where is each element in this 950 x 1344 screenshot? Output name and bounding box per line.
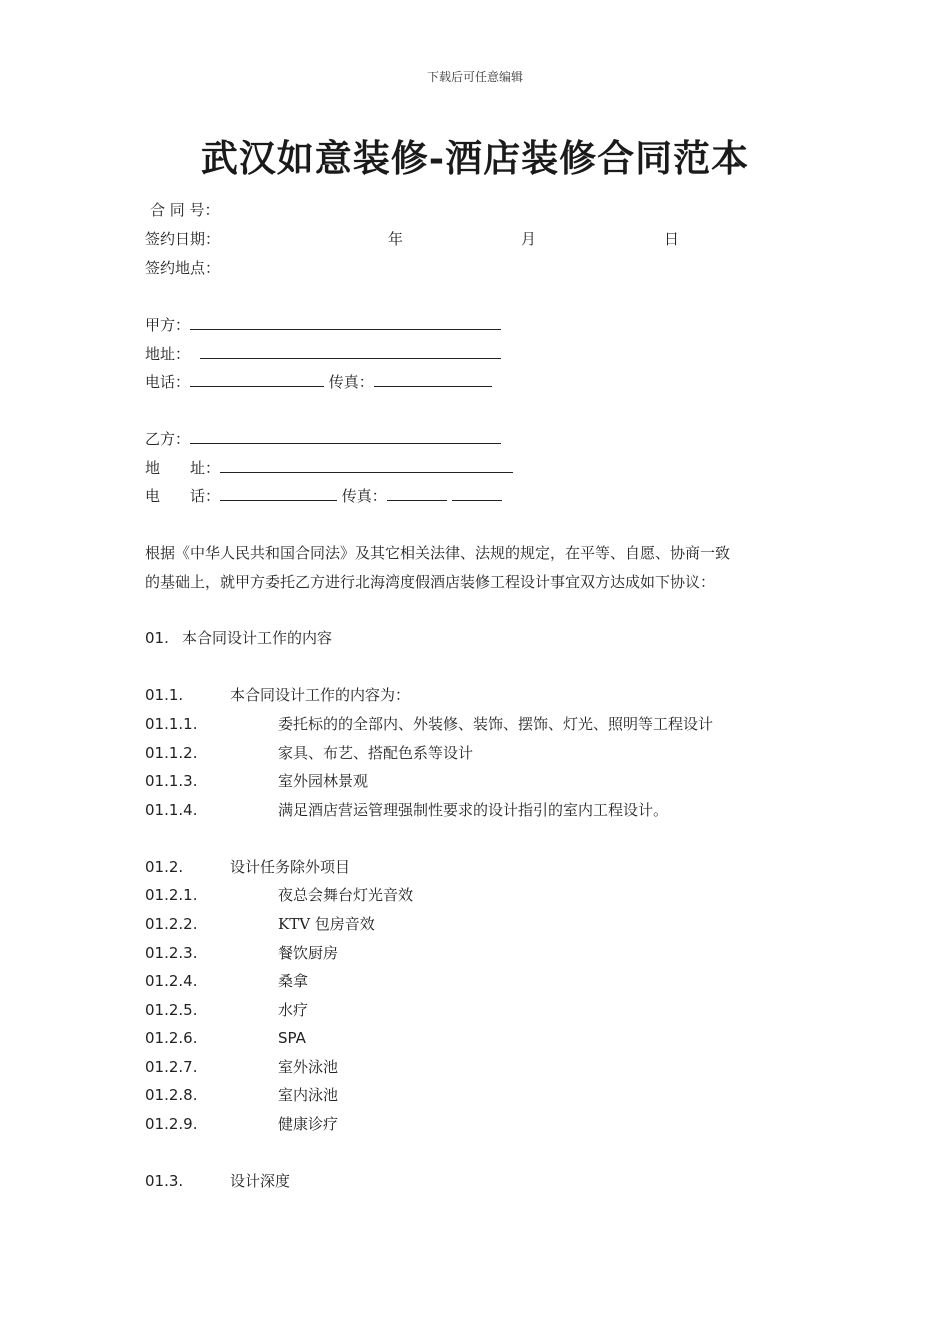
item-number: 01.2.6. xyxy=(145,1029,198,1047)
section-01-title: 本合同设计工作的内容 xyxy=(182,629,333,647)
party-b-address-row xyxy=(145,457,513,478)
item-text: SPA xyxy=(278,1029,306,1047)
item-number: 01.1.3. xyxy=(145,772,198,790)
party-b-fax-field[interactable] xyxy=(387,485,447,501)
item-number: 01.2.1. xyxy=(145,886,198,904)
item-text: 委托标的的全部内、外装修、装饰、摆饰、灯光、照明等工程设计 xyxy=(278,715,714,733)
party-b-address-label: 地 址： xyxy=(145,459,221,477)
item-number: 01.1.4. xyxy=(145,801,198,819)
party-b-address-field[interactable] xyxy=(220,457,513,473)
page-header: 下载后可任意编辑 xyxy=(426,70,523,84)
party-a-name-label: 甲方： xyxy=(145,316,191,334)
party-a-address-row xyxy=(145,343,501,364)
party-a-fax-label: 传真： xyxy=(328,373,374,391)
party-a-name-field[interactable] xyxy=(190,314,501,330)
party-b-name-field[interactable] xyxy=(190,428,501,444)
party-a-phone-field[interactable] xyxy=(190,371,324,387)
item-text: 水疗 xyxy=(278,1001,309,1019)
item-number: 01.2.4. xyxy=(145,972,198,990)
section-01-1-number: 01.1. xyxy=(145,686,184,704)
item-text: 家具、布艺、搭配色系等设计 xyxy=(278,744,474,762)
party-a-address-field[interactable] xyxy=(200,343,501,359)
item-text: 满足酒店营运管理强制性要求的设计指引的室内工程设计。 xyxy=(278,801,669,819)
item-number: 01.1.1. xyxy=(145,715,198,733)
party-b-phone-field[interactable] xyxy=(220,485,337,501)
section-01-3-number: 01.3. xyxy=(145,1172,184,1190)
sign-date-label: 签约日期： xyxy=(145,230,221,248)
item-number: 01.2.7. xyxy=(145,1058,198,1076)
day-label: 日 xyxy=(664,230,680,248)
item-text: 室外园林景观 xyxy=(278,772,369,790)
item-text: 室外泳池 xyxy=(278,1058,339,1076)
item-text: 夜总会舞台灯光音效 xyxy=(278,886,414,904)
intro-line-2: 的基础上，就甲方委托乙方进行北海湾度假酒店装修工程设计事宜双方达成如下协议： xyxy=(145,573,716,591)
section-01-2-title: 设计任务除外项目 xyxy=(230,858,351,876)
party-b-phone-row xyxy=(145,485,502,506)
section-01-2-number: 01.2. xyxy=(145,858,184,876)
page-title: 武汉如意装修-酒店装修合同范本 xyxy=(200,136,750,180)
item-text: 室内泳池 xyxy=(278,1086,339,1104)
item-number: 01.1.2. xyxy=(145,744,198,762)
item-number: 01.2.9. xyxy=(145,1115,198,1133)
section-01-number: 01. xyxy=(145,629,169,647)
section-01-1-title: 本合同设计工作的内容为： xyxy=(230,686,411,704)
section-01-3-title: 设计深度 xyxy=(230,1172,291,1190)
party-b-fax-field-2[interactable] xyxy=(452,485,502,501)
party-a-name-row xyxy=(145,314,501,335)
contract-no-label: 合 同 号： xyxy=(150,201,220,219)
party-b-phone-label: 电 话： xyxy=(145,487,221,505)
party-b-name-row xyxy=(145,428,501,449)
party-a-phone-row xyxy=(145,371,492,392)
item-number: 01.2.3. xyxy=(145,944,198,962)
party-a-address-label: 地址： xyxy=(145,345,191,363)
item-text: 桑拿 xyxy=(278,972,309,990)
item-text: 健康诊疗 xyxy=(278,1115,339,1133)
item-number: 01.2.2. xyxy=(145,915,198,933)
party-a-fax-field[interactable] xyxy=(374,371,492,387)
item-number: 01.2.8. xyxy=(145,1086,198,1104)
item-text: KTV 包房音效 xyxy=(278,915,375,933)
month-label: 月 xyxy=(521,230,537,248)
party-a-phone-label: 电话： xyxy=(145,373,191,391)
sign-place-label: 签约地点： xyxy=(145,259,221,277)
party-b-fax-label: 传真： xyxy=(341,487,387,505)
party-b-name-label: 乙方： xyxy=(145,430,191,448)
year-label: 年 xyxy=(388,230,404,248)
item-text: 餐饮厨房 xyxy=(278,944,339,962)
intro-line-1: 根据《中华人民共和国合同法》及其它相关法律、法规的规定，在平等、自愿、协商一致 xyxy=(145,544,731,562)
item-number: 01.2.5. xyxy=(145,1001,198,1019)
